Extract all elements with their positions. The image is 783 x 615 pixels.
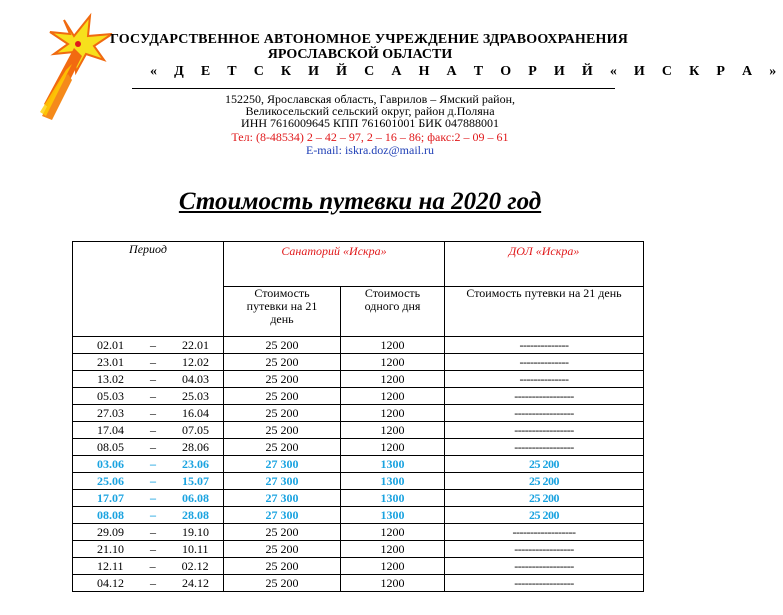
- org-name-line2: ЯРОСЛАВСКОЙ ОБЛАСТИ: [267, 47, 453, 62]
- day-price-cell: 1200: [341, 371, 445, 388]
- table-row: [73, 456, 644, 473]
- day-price-cell: 1200: [341, 354, 445, 371]
- period-cell: [73, 422, 224, 439]
- period-to: 23.06: [182, 456, 209, 471]
- table-row: [73, 422, 644, 439]
- day-price-cell: 1200: [341, 388, 445, 405]
- dol-price-cell: --------------: [445, 337, 644, 354]
- sanatorium-logo: [38, 12, 128, 124]
- day-price-cell: 1200: [341, 541, 445, 558]
- day-price-cell: 1200: [341, 439, 445, 456]
- dol-price-cell: -----------------: [445, 575, 644, 592]
- voucher-price-cell: 27 300: [224, 456, 341, 473]
- voucher-price-cell: 25 200: [224, 439, 341, 456]
- period-from: 23.01: [97, 354, 124, 369]
- period-from: 03.06: [97, 456, 124, 471]
- address-line1: 152250, Ярославская область, Гаврилов – Ямский район,: [225, 92, 515, 106]
- period-cell: [73, 524, 224, 541]
- voucher-price-cell: 25 200: [224, 558, 341, 575]
- day-price-cell: 1200: [341, 422, 445, 439]
- period-dash: –: [150, 490, 156, 505]
- period-to: 24.12: [182, 575, 209, 590]
- table-row: [73, 558, 644, 575]
- period-dash: –: [150, 337, 156, 352]
- period-cell: [73, 575, 224, 592]
- voucher-price-cell: 25 200: [224, 422, 341, 439]
- phone-line: Тел: (8-48534) 2 – 42 – 97, 2 – 16 – 86; факс:2 – 09 – 61: [231, 130, 509, 144]
- period-cell: [73, 405, 224, 422]
- period-from: 12.11: [97, 558, 124, 573]
- column-header-period: Период: [73, 242, 224, 337]
- period-from: 17.04: [97, 422, 124, 437]
- subheader-dol-21: Стоимость путевки на 21 день: [445, 287, 644, 337]
- period-from: 27.03: [97, 405, 124, 420]
- day-price-cell: 1300: [341, 490, 445, 507]
- period-to: 04.03: [182, 371, 209, 386]
- day-price-cell: 1300: [341, 473, 445, 490]
- requisites: ИНН 7616009645 КПП 761601001 БИК 047888001: [241, 116, 499, 130]
- period-cell: [73, 456, 224, 473]
- dol-price-cell: 25 200: [445, 456, 644, 473]
- dol-price-cell: -----------------: [445, 405, 644, 422]
- period-to: 22.01: [182, 337, 209, 352]
- column-header-dol: ДОЛ «Искра»: [445, 242, 644, 287]
- period-from: 08.08: [97, 507, 124, 522]
- period-from: 05.03: [97, 388, 124, 403]
- period-dash: –: [150, 439, 156, 454]
- period-to: 15.07: [182, 473, 209, 488]
- period-from: 13.02: [97, 371, 124, 386]
- period-dash: –: [150, 371, 156, 386]
- dol-price-cell: -----------------: [445, 439, 644, 456]
- dol-price-cell: -----------------: [445, 388, 644, 405]
- period-cell: [73, 473, 224, 490]
- dol-price-cell: ------------------: [445, 524, 644, 541]
- table-row: [73, 490, 644, 507]
- period-to: 16.04: [182, 405, 209, 420]
- period-dash: –: [150, 541, 156, 556]
- period-from: 04.12: [97, 575, 124, 590]
- table-row: [73, 541, 644, 558]
- day-price-cell: 1300: [341, 456, 445, 473]
- day-price-cell: 1200: [341, 524, 445, 541]
- period-dash: –: [150, 456, 156, 471]
- period-to: 28.08: [182, 507, 209, 522]
- period-from: 02.01: [97, 337, 124, 352]
- period-to: 10.11: [182, 541, 209, 556]
- column-header-sanatorium: [224, 242, 445, 287]
- table-row: [73, 354, 644, 371]
- voucher-price-cell: 27 300: [224, 473, 341, 490]
- period-to: 07.05: [182, 422, 209, 437]
- period-cell: [73, 388, 224, 405]
- price-table: [72, 241, 644, 592]
- day-price-cell: 1200: [341, 337, 445, 354]
- day-price-cell: 1200: [341, 575, 445, 592]
- table-row: [73, 371, 644, 388]
- period-cell: [73, 371, 224, 388]
- period-dash: –: [150, 575, 156, 590]
- table-row: [73, 388, 644, 405]
- org-name-line1: ГОСУДАРСТВЕННОЕ АВТОНОМНОЕ УЧРЕЖДЕНИЕ ЗДРАВООХРАНЕНИЯ: [110, 32, 629, 47]
- period-to: 12.02: [182, 354, 209, 369]
- period-dash: –: [150, 507, 156, 522]
- voucher-price-cell: 25 200: [224, 575, 341, 592]
- period-from: 29.09: [97, 524, 124, 539]
- voucher-price-cell: 25 200: [224, 524, 341, 541]
- voucher-price-cell: 25 200: [224, 337, 341, 354]
- period-to: 19.10: [182, 524, 209, 539]
- dol-price-cell: -----------------: [445, 558, 644, 575]
- table-row: [73, 439, 644, 456]
- period-to: 28.06: [182, 439, 209, 454]
- table-row: [73, 507, 644, 524]
- period-cell: [73, 558, 224, 575]
- period-from: 17.07: [97, 490, 124, 505]
- period-cell: [73, 541, 224, 558]
- table-row: [73, 337, 644, 354]
- period-dash: –: [150, 524, 156, 539]
- voucher-price-cell: 25 200: [224, 354, 341, 371]
- period-from: 08.05: [97, 439, 124, 454]
- period-cell: [73, 507, 224, 524]
- dol-price-cell: -----------------: [445, 422, 644, 439]
- period-dash: –: [149, 558, 156, 573]
- table-row: [73, 575, 644, 592]
- voucher-price-cell: 27 300: [224, 507, 341, 524]
- period-to: 25.03: [182, 388, 209, 403]
- period-to: 02.12: [181, 558, 209, 573]
- voucher-price-cell: 25 200: [224, 371, 341, 388]
- table-row: [73, 524, 644, 541]
- voucher-price-cell: 27 300: [224, 490, 341, 507]
- day-price-cell: 1300: [341, 507, 445, 524]
- dol-price-cell: 25 200: [445, 507, 644, 524]
- table-row: [73, 405, 644, 422]
- dol-price-cell: 25 200: [445, 473, 644, 490]
- period-dash: –: [150, 405, 156, 420]
- sanatorium-header-label: Санаторий «Искра»: [281, 244, 387, 258]
- period-dash: –: [150, 422, 156, 437]
- period-cell: [73, 490, 224, 507]
- period-to: 06.08: [182, 490, 209, 505]
- period-cell: [73, 439, 224, 456]
- subheader-voucher-21: Стоимость путевки на 21 день: [224, 287, 341, 337]
- period-cell: [73, 337, 224, 354]
- header-divider: [132, 88, 615, 89]
- period-dash: –: [150, 473, 156, 488]
- dol-price-cell: -----------------: [445, 541, 644, 558]
- dol-price-cell: --------------: [445, 371, 644, 388]
- period-dash: –: [150, 354, 156, 369]
- voucher-price-cell: 25 200: [224, 388, 341, 405]
- address-line2: Великосельский сельский округ, район д.Поляна: [245, 104, 495, 118]
- period-dash: –: [150, 388, 156, 403]
- period-cell: [73, 354, 224, 371]
- table-row: [73, 473, 644, 490]
- period-from: 25.06: [97, 473, 124, 488]
- dol-price-cell: 25 200: [445, 490, 644, 507]
- page-title: Стоимость путевки на 2020 год: [178, 188, 542, 215]
- day-price-cell: 1200: [341, 405, 445, 422]
- dol-price-cell: --------------: [445, 354, 644, 371]
- voucher-price-cell: 25 200: [224, 541, 341, 558]
- email-link[interactable]: E-mail: iskra.doz@mail.ru: [305, 143, 434, 157]
- subheader-day-cost: Стоимость одного дня: [341, 287, 445, 337]
- period-from: 21.10: [97, 541, 124, 556]
- day-price-cell: 1200: [341, 558, 445, 575]
- voucher-price-cell: 25 200: [224, 405, 341, 422]
- org-name-line3: « Д Е Т С К И Й С А Н А Т О Р И Й « И С К Р А »: [150, 64, 783, 79]
